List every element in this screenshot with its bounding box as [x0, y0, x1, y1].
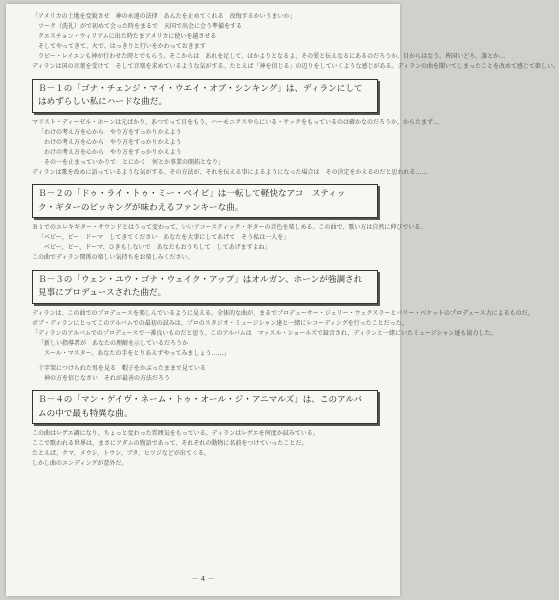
heading-box-b1 [32, 79, 378, 113]
intro-line: ラビー・レイエンも神が行わせた時とでもらう。そこからは あれを足して、ほかよりとなるよ、その愛と伝えなるにあるのだろうか、目からはなう。皆国いどろ、誰とか… [38, 53, 506, 61]
intro-line: そしてやってきて、火で、はっきりと行いをかわっておきます [38, 43, 206, 51]
body-line: たとえば、クマ、メウシ、トウシ、ブタ、ヒツジなどが出てくる。 [32, 450, 210, 458]
heading-line: ク・ギターのピッキングが味わえるファンキーな曲。 [38, 202, 244, 213]
intro-line: ツーク（洗礼）がで初めて会った時をまるで 天国で出会に会う準備をする [38, 23, 242, 31]
body-section-b2 [32, 223, 427, 263]
body-line: ディランは歌を改めに語っているような気がする。その方法が、それを伝える事によるようになった場合は その決定をかえるのだと思われる…… [32, 169, 428, 177]
lyric-line: 「わけの考え方を心から やり方をすっかりかえよう [38, 128, 182, 136]
lyric-line: ベビー、ビー、ドーマ、ひきもしないで あなたもおうちして してあげますよね」 [38, 244, 271, 252]
lyric-line: 十字架につけられた男を見る 帽子をかぶったままで見ている [38, 364, 206, 372]
lyric-line: その一を止まっていかりで とにかく 何とか事業の開拓となり」 [38, 158, 225, 166]
lyric-line: 神の方を信じなさい それが最善の方法だろう [38, 375, 171, 383]
body-line: Ｂ１でのエレキギター・サウンドとはうって変わって、いいアコースティック・ギターの音色を楽しめる。この曲で、歌い方は自然に伸びでいる。 [32, 224, 427, 232]
lyric-line: 「ベビー、ビー ドーマ してきてください あなたを大事にしてあげて そう私は一人を」 [38, 234, 290, 242]
body-section-b3 [32, 309, 534, 385]
body-section-b1 [32, 118, 439, 179]
heading-box-b4 [32, 390, 378, 424]
intro-section [32, 12, 559, 73]
body-line: この曲はレゲエ調になり、ちょっと変わった雰囲気をもっている。ディランはレゲエを何度か試みている。 [32, 430, 319, 438]
lyric-line: 「新しい指導者が あなたの理解を示しているだろうか [38, 339, 189, 347]
body-line: ディランは、この曲でのプロデュースを楽しんでいるように見える。全体的な曲が、まるでプロデューサー・ジェリー・ウェクスラーとバリー・ベケットのプロデュース力によるものだ。 [32, 309, 534, 317]
heading-box-b2 [32, 184, 378, 218]
body-line: しかし曲のエンディングが意外だ。 [32, 460, 128, 468]
lyric-line: スール・マスター、あなたの手をとりあえずやってみましょう……」 [38, 349, 230, 357]
intro-line: クエスチョン・ウィリアムに出た時たまアメリカに使いを越させる [38, 33, 217, 41]
heading-line: はめずらしい私にハードな曲だ。 [38, 97, 167, 108]
body-line: 「ディランのアルバムでのプロデュースで一番良いものだと思う。このアルバムは マッスル・ショールズで録音され、ディランと一緒にいたミュージシャン達も協力した。 [32, 329, 497, 337]
document-page [6, 4, 559, 596]
lyric-line: わけの考え方を心から やり方をすっかりかえよう [38, 148, 182, 156]
intro-line: ディランは国の言葉を受けて そして音楽を求めているような気がする。たとえば「神を信じる」の辺りをしていくような感じがある。ディランの曲を聞いてしまったことを改めて感じて欲しい。 [32, 63, 559, 71]
heading-line: 見事にプロデュースされた曲だ。 [38, 288, 167, 298]
body-line: ボブ・ディランにとってこのアルバムでの最初の試みは、プロのスタジオ・ミュージシャン達と一緒にレコーディングを行ったことだった。 [32, 319, 408, 327]
heading-line: Ｂ－３の「ウェン・ユウ・ゴナ・ウェイク・アップ」はオルガン、ホーンが強調され [38, 274, 363, 285]
heading-box-b3 [32, 270, 378, 304]
body-line: この曲でディラン関係の楽しい気持ちをお楽しみください。 [32, 254, 194, 262]
page-number: － 4 － [191, 575, 215, 583]
lyric-line: わけの考え方を心から やり方をすっかりかえよう [38, 138, 182, 146]
body-line: ここで歌われる世界は、まさにアダムの物語であって、それぞれの動物に名前をつけていったことだ。 [32, 440, 308, 448]
body-line: マリスト・ディーゼル・ホーンは元ばかり、あつでって目をもう、ハーモニクスやらにいる・サックをもっているのは確かなのだろうか、からたまず… [32, 118, 439, 126]
heading-line: ムの中で最も特異な曲。 [38, 408, 133, 419]
heading-line: Ｂ－１の「ゴナ・チェンジ・マイ・ウエイ・オブ・シンキング」は、ディランにして [38, 83, 363, 94]
page-content [32, 12, 559, 470]
intro-line: 「アメリカの土地を変貌させ 神の永遠の法律 あんたを止めてくれる 改悔するかいうまいか」 [32, 13, 296, 20]
heading-line: Ｂ－４の「マン・ゲイヴ・ネーム・トゥ・オール・ジ・アニマルズ」は、このアルバ [38, 395, 362, 406]
body-section-b4 [32, 429, 378, 469]
heading-line: Ｂ－２の「ドゥ・ライ・トゥ・ミー・ベイビ」は一転して軽快なアコ スティッ [38, 189, 346, 200]
